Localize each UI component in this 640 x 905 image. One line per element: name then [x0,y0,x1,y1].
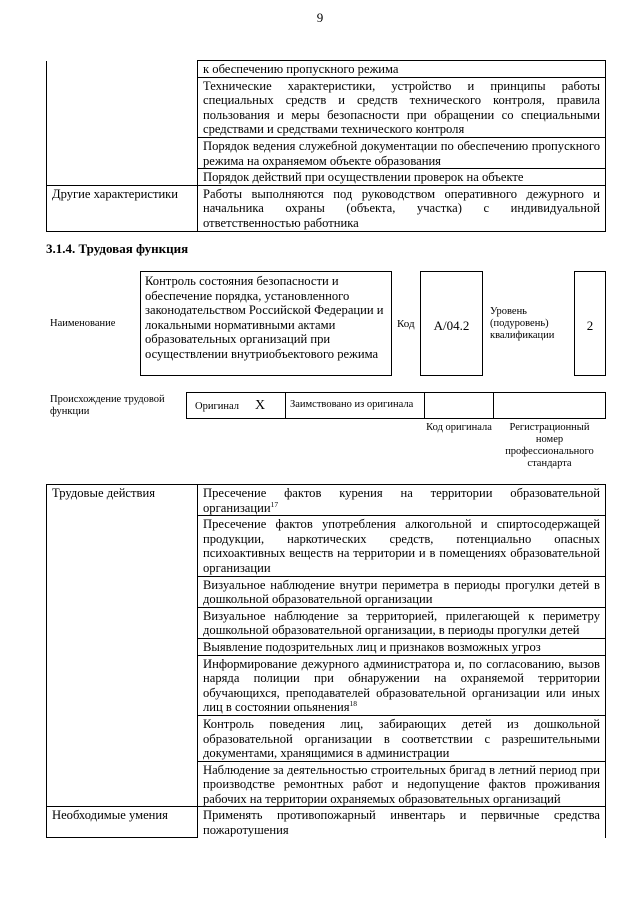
action-item: Пресечение фактов употребления алкогольной и спиртосодержащей продукции, наркотических средств, потенциально опасных психоактивных веществ на территории и в помещениях образовательной организации [198,516,606,576]
skill-item: Применять противопожарный инвентарь и первичные средства пожаротушения [198,807,606,838]
function-name-value: Контроль состояния безопасности и обеспечение порядка, установленного законодательством Российской Федерации и локальными нормативными актами образовательных организаций при осуществлении внутриобъектового режима [140,271,392,376]
original-box [186,392,286,419]
knowledge-table [46,60,606,232]
action-item: Контроль поведения лиц, забирающих детей из дошкольной образовательной организации в соответствии с разрешительными документами, хранящимися в администрации [198,715,606,761]
code-original-box [424,392,494,419]
action-item: Наблюдение за деятельностью строительных бригад в летний период при производстве ремонтных работ и недопущение фактов проживания рабочих на территории охраняемых образовательных организаций [198,761,606,807]
action-item: Выявление подозрительных лиц и признаков возможных угроз [198,638,606,655]
action-item: Информирование дежурного администратора и, по согласованию, вызов наряда полиции при обнаружении на охраняемой территории обучающихся, преподавателей образовательной организации или иных лиц в состоянии опьянения$^{18}$ [198,655,606,715]
page-number: 9 [316,10,324,25]
table1-label-other: Другие характеристики [47,185,198,231]
table1-item: Порядок действий при осуществлении проверок на объекте [198,169,606,186]
origin-label: Происхождение трудовой функции [50,394,165,417]
reg-number-box [493,392,606,419]
name-label: Наименование [50,318,116,329]
original-label: Оригинал [195,401,239,412]
level-label: Уровень (подуровень) квалификации [490,306,555,341]
function-code-value: A/04.2 [420,271,483,376]
borrowed-label: Заимствовано из оригинала [290,399,414,410]
table1-item: к обеспечению пропускного режима [198,61,606,78]
table1-label-empty [47,61,198,186]
action-item: Визуальное наблюдение внутри периметра в периоды прогулки детей в дошкольной образовательной организации [198,576,606,607]
reg-number-label: Регистрационный номер профессионального стандарта [505,422,594,469]
level-value: 2 [574,271,606,376]
actions-table [46,484,606,838]
borrowed-box [285,392,425,419]
action-item: Пресечение фактов курения на территории образовательной организации$^{17}$ [198,485,606,516]
table1-item: Работы выполняются под руководством оперативного дежурного и начальника охраны (объекта, участка) с индивидуальной ответственностью работника [198,185,606,231]
section-title: 3.1.4. Трудовая функция [46,241,189,256]
actions-label: Трудовые действия [47,485,198,807]
code-label: Код [397,318,415,330]
table1-item: Технические характеристики, устройство и принципы работы специальных средств и средств технического контроля, правила пользования и меры безопасности при обращении со специальными средствами и средствами технического контроля [198,77,606,137]
action-item: Визуальное наблюдение за территорией, прилегающей к периметру дошкольной образовательной организации, в периоды прогулки детей [198,607,606,638]
skills-label: Необходимые умения [47,807,198,838]
code-original-label: Код оригинала [426,422,492,433]
original-mark: X [255,398,266,413]
table1-item: Порядок ведения служебной документации по обеспечению пропускного режима на охраняемом объекте образования [198,137,606,168]
